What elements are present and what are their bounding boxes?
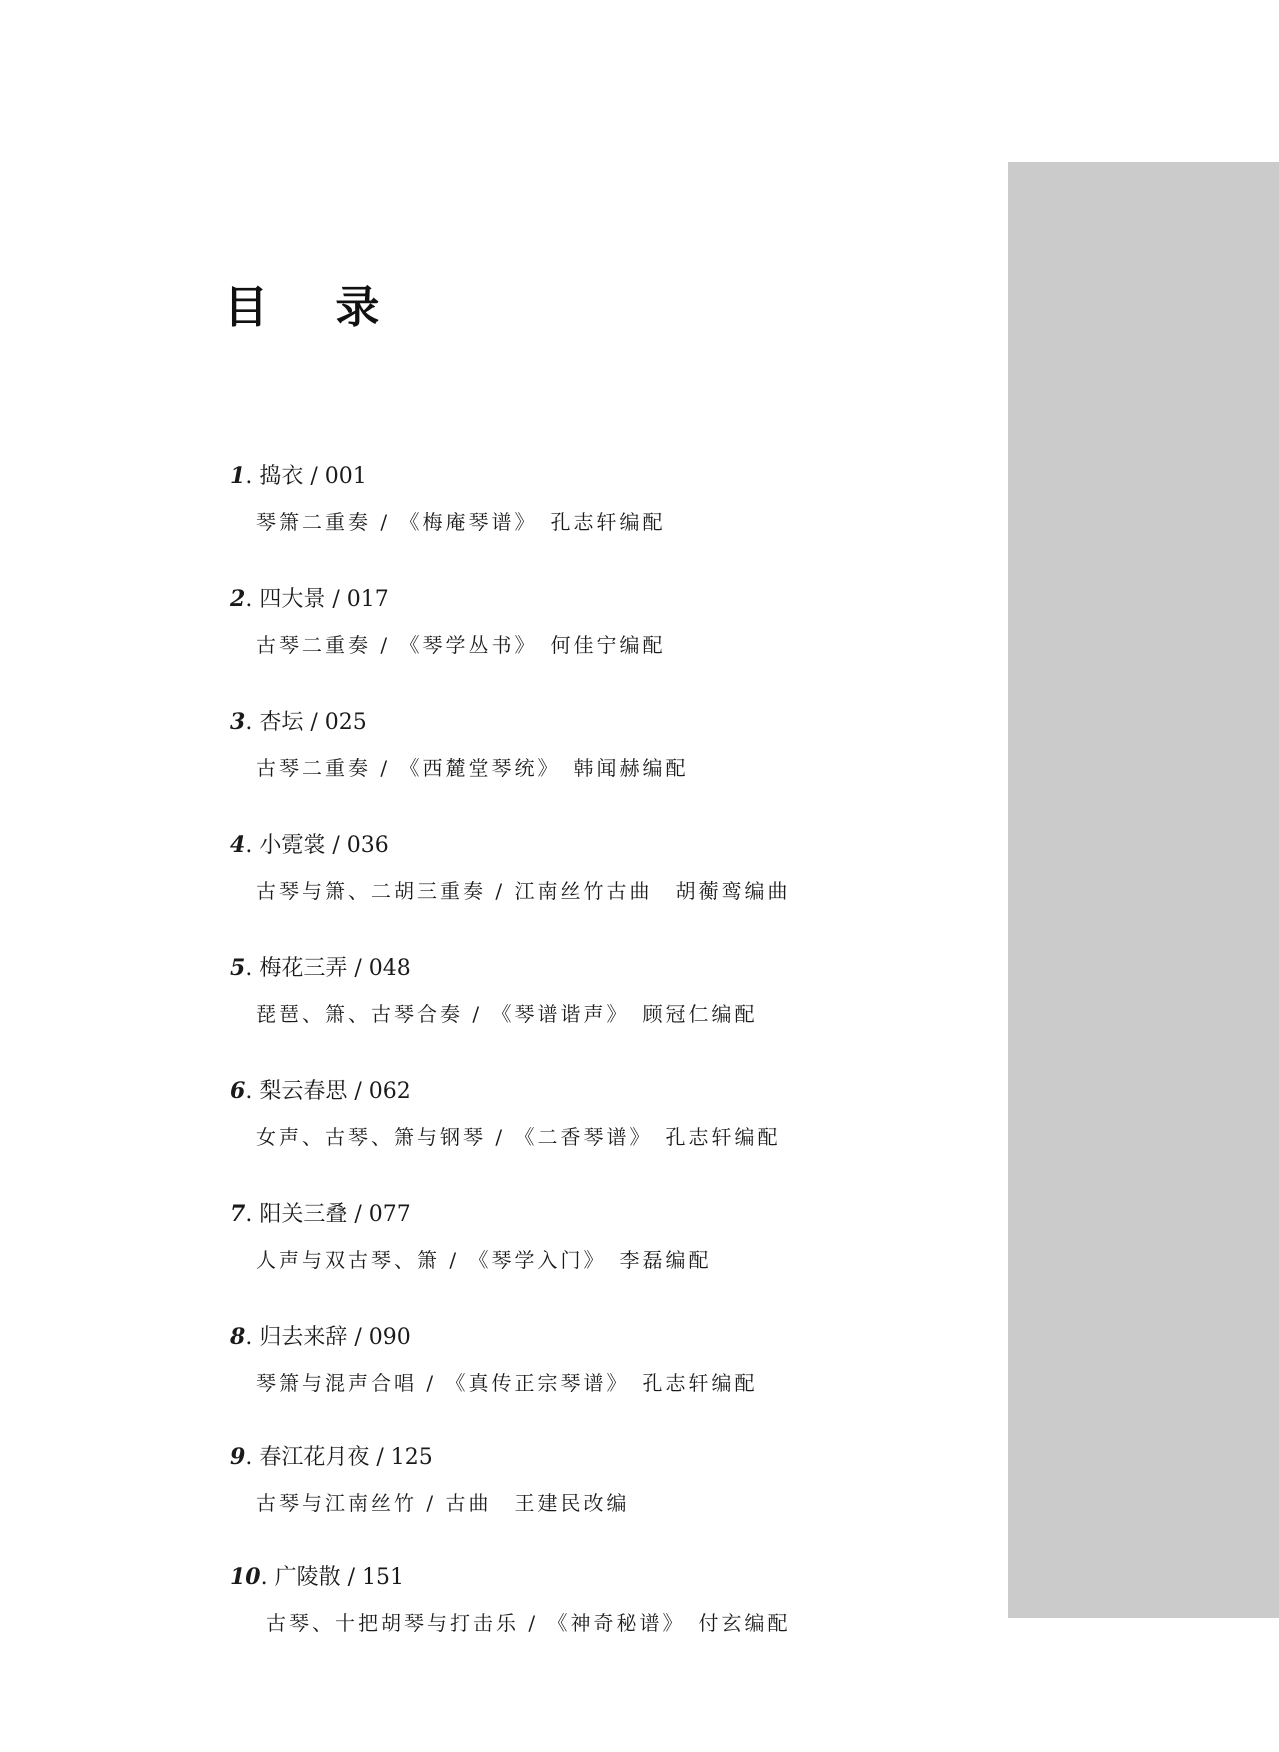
toc-page-separator: /: [347, 956, 369, 981]
toc-entry-title-line: [230, 952, 411, 985]
toc-entry-number: 9: [230, 1444, 246, 1470]
toc-entry-title: 杏坛: [259, 710, 304, 735]
toc-entry-title: 梅花三弄: [259, 956, 348, 981]
toc-page-separator: /: [347, 1079, 369, 1104]
toc-entry-description: 古琴二重奏 / 《琴学丛书》 何佳宁编配: [256, 633, 666, 657]
toc-entry-description: 古琴与江南丝竹 / 古曲 王建民改编: [256, 1491, 630, 1515]
toc-entry-7[interactable]: [230, 1198, 950, 1308]
toc-entry-description: 女声、古琴、箫与钢琴 / 《二香琴谱》 孔志轩编配: [256, 1125, 781, 1149]
toc-number-dot: .: [245, 464, 260, 489]
toc-page-separator: /: [303, 464, 325, 489]
toc-number-dot: .: [245, 1079, 260, 1104]
toc-entry-page: 001: [324, 464, 367, 489]
toc-entry-number: 6: [230, 1078, 246, 1104]
toc-number-dot: .: [245, 1202, 260, 1227]
toc-entry-number: 1: [230, 463, 246, 489]
toc-entry-number: 3: [230, 709, 246, 735]
toc-entry-number: 7: [230, 1201, 246, 1227]
toc-page-separator: /: [325, 833, 347, 858]
toc-entry-page: 151: [362, 1565, 405, 1590]
toc-page-separator: /: [303, 710, 325, 735]
toc-entry-title: 广陵散: [274, 1565, 341, 1590]
toc-page-separator: /: [369, 1445, 391, 1470]
toc-entry-title-line: [230, 1075, 411, 1108]
toc-entry-8[interactable]: [230, 1321, 950, 1431]
toc-number-dot: .: [245, 1445, 260, 1470]
toc-entry-title: 小霓裳: [259, 833, 326, 858]
toc-entry-number: 8: [230, 1324, 246, 1350]
toc-number-dot: .: [245, 1325, 260, 1350]
toc-entry-4[interactable]: [230, 829, 950, 939]
toc-entry-3[interactable]: [230, 706, 950, 816]
toc-entry-title-line: [230, 1321, 411, 1354]
toc-entry-title-line: [230, 460, 367, 493]
toc-entry-number: 5: [230, 955, 246, 981]
grey-side-band: [1008, 162, 1279, 1618]
toc-entry-description: 琵琶、箫、古琴合奏 / 《琴谱谐声》 顾冠仁编配: [256, 1002, 758, 1026]
toc-entry-page: 125: [390, 1445, 433, 1470]
toc-entry-page: 048: [368, 956, 411, 981]
toc-entry-title: 归去来辞: [259, 1325, 348, 1350]
toc-entry-page: 036: [346, 833, 389, 858]
toc-number-dot: .: [245, 833, 260, 858]
toc-entry-2[interactable]: [230, 583, 950, 693]
toc-entry-6[interactable]: [230, 1075, 950, 1185]
toc-entry-title: 捣衣: [259, 464, 304, 489]
toc-entry-description: 琴箫二重奏 / 《梅庵琴谱》 孔志轩编配: [256, 510, 666, 534]
toc-entry-page: 077: [368, 1202, 411, 1227]
page-title: 目 录: [224, 282, 406, 333]
toc-entry-description: 人声与双古琴、箫 / 《琴学入门》 李磊编配: [256, 1248, 712, 1272]
toc-page-separator: /: [325, 587, 347, 612]
toc-page-separator: /: [347, 1202, 369, 1227]
toc-entry-9[interactable]: [230, 1441, 950, 1551]
toc-entry-title-line: [230, 583, 389, 616]
toc-entry-page: 025: [324, 710, 367, 735]
toc-entry-number: 2: [230, 586, 246, 612]
toc-entry-number: 10: [230, 1564, 261, 1590]
toc-entry-description: 古琴二重奏 / 《西麓堂琴统》 韩闻赫编配: [256, 756, 689, 780]
toc-number-dot: .: [245, 956, 260, 981]
toc-entry-title-line: [230, 829, 389, 862]
toc-entry-title: 阳关三叠: [259, 1202, 348, 1227]
toc-page-separator: /: [347, 1325, 369, 1350]
toc-entry-title-line: [230, 1441, 433, 1474]
toc-entry-title-line: [230, 1561, 404, 1594]
toc-number-dot: .: [245, 710, 260, 735]
toc-entry-title: 梨云春思: [259, 1079, 348, 1104]
toc-entry-description: 古琴与箫、二胡三重奏 / 江南丝竹古曲 胡蘅鸾编曲: [256, 879, 791, 903]
toc-number-dot: .: [260, 1565, 275, 1590]
toc-entry-title: 春江花月夜: [259, 1445, 370, 1470]
toc-entry-description: 琴箫与混声合唱 / 《真传正宗琴谱》 孔志轩编配: [256, 1371, 758, 1395]
toc-page-separator: /: [340, 1565, 363, 1590]
toc-entry-5[interactable]: [230, 952, 950, 1062]
toc-entry-title-line: [230, 706, 367, 739]
toc-number-dot: .: [245, 587, 260, 612]
toc-entry-description: 古琴、十把胡琴与打击乐 / 《神奇秘谱》 付玄编配: [266, 1611, 791, 1635]
toc-entry-page: 090: [368, 1325, 411, 1350]
toc-entry-page: 017: [346, 587, 389, 612]
toc-entry-number: 4: [230, 832, 246, 858]
toc-entry-page: 062: [368, 1079, 411, 1104]
toc-entry-title: 四大景: [259, 587, 326, 612]
toc-entry-title-line: [230, 1198, 411, 1231]
toc-entry-1[interactable]: [230, 460, 950, 570]
toc-entry-10[interactable]: [230, 1561, 950, 1671]
